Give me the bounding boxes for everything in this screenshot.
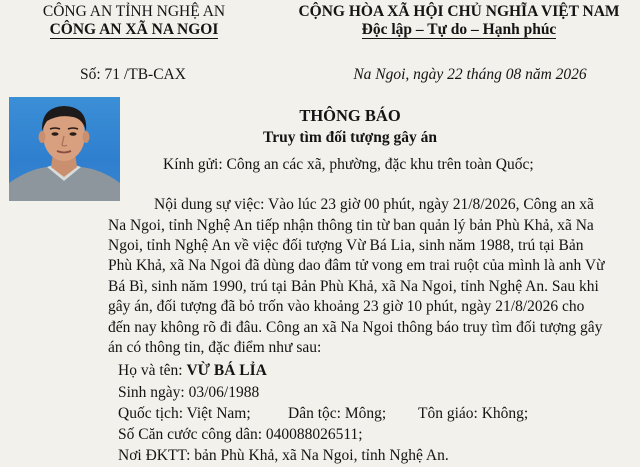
country-title: CỘNG HÒA XÃ HỘI CHỦ NGHĨA VIỆT NAM xyxy=(298,3,620,20)
unit-name xyxy=(20,21,248,39)
dob-row: Sinh ngày: 03/06/1988 xyxy=(118,384,260,401)
content-line: án có thông tin, đặc điểm như sau: xyxy=(108,339,322,356)
nationality-field: Quốc tịch: Việt Nam; xyxy=(118,405,251,422)
notice-title: THÔNG BÁO xyxy=(299,106,401,125)
residence-row: Nơi ĐKTT: bản Phù Khả, xã Na Ngoi, tỉnh Nghệ An. xyxy=(118,447,449,464)
unit-name-text: CÔNG AN XÃ NA NGOI xyxy=(49,21,219,38)
recipient-line: Kính gửi: Công an các xã, phường, đặc khu trên toàn Quốc; xyxy=(163,156,534,173)
name-row xyxy=(118,361,267,382)
content-line: gây án, đối tượng đã bỏ trốn vào khoảng 23 giờ 10 phút, ngày 21/8/2026 cho xyxy=(108,298,585,315)
doc-number: Số: 71 /TB-CAX xyxy=(80,66,186,83)
motto xyxy=(284,21,634,39)
name-label: Họ và tên: xyxy=(118,362,187,379)
content-line: Ngoi, tỉnh Nghệ An về việc đối tượng Vừ Bá Lia, sinh năm 1988, trú tại Bản xyxy=(108,237,584,254)
content-line: Bá Bì, sinh năm 1990, trú tại Bản Phù Khả, xã Na Ngoi, tỉnh Nghệ An. Sau khi xyxy=(108,278,599,295)
motto-text: Độc lập – Tự do – Hạnh phúc xyxy=(361,21,557,38)
suspect-photo xyxy=(9,97,120,201)
place-date: Na Ngoi, ngày 22 tháng 08 năm 2026 xyxy=(353,66,587,83)
portrait-image xyxy=(9,97,120,201)
content-line: Na Ngoi, tỉnh Nghệ An tiếp nhận thông tin từ ban quản lý bản Phù Khả, xã Na xyxy=(108,217,594,234)
ethnicity-field: Dân tộc: Mông; xyxy=(288,405,387,422)
notice-subtitle: Truy tìm đối tượng gây án xyxy=(263,129,437,146)
content-line: Nội dung sự việc: Vào lúc 23 giờ 00 phút, ngày 21/8/2026, Công an xã xyxy=(154,196,594,213)
id-number-row: Số Căn cước công dân: 040088026511; xyxy=(118,426,363,443)
agency-name: CÔNG AN TỈNH NGHỆ AN xyxy=(42,3,226,20)
content-line: Phù Khả, xã Na Ngoi đã dùng dao đâm tử vong em trai ruột của mình là anh Vừ xyxy=(108,257,605,274)
religion-field: Tôn giáo: Không; xyxy=(418,405,529,422)
content-line: đến nay không rõ đi đâu. Công an xã Na Ngoi thông báo truy tìm đối tượng gây xyxy=(108,319,603,336)
suspect-name: VỪ BÁ LỈA xyxy=(186,362,267,379)
